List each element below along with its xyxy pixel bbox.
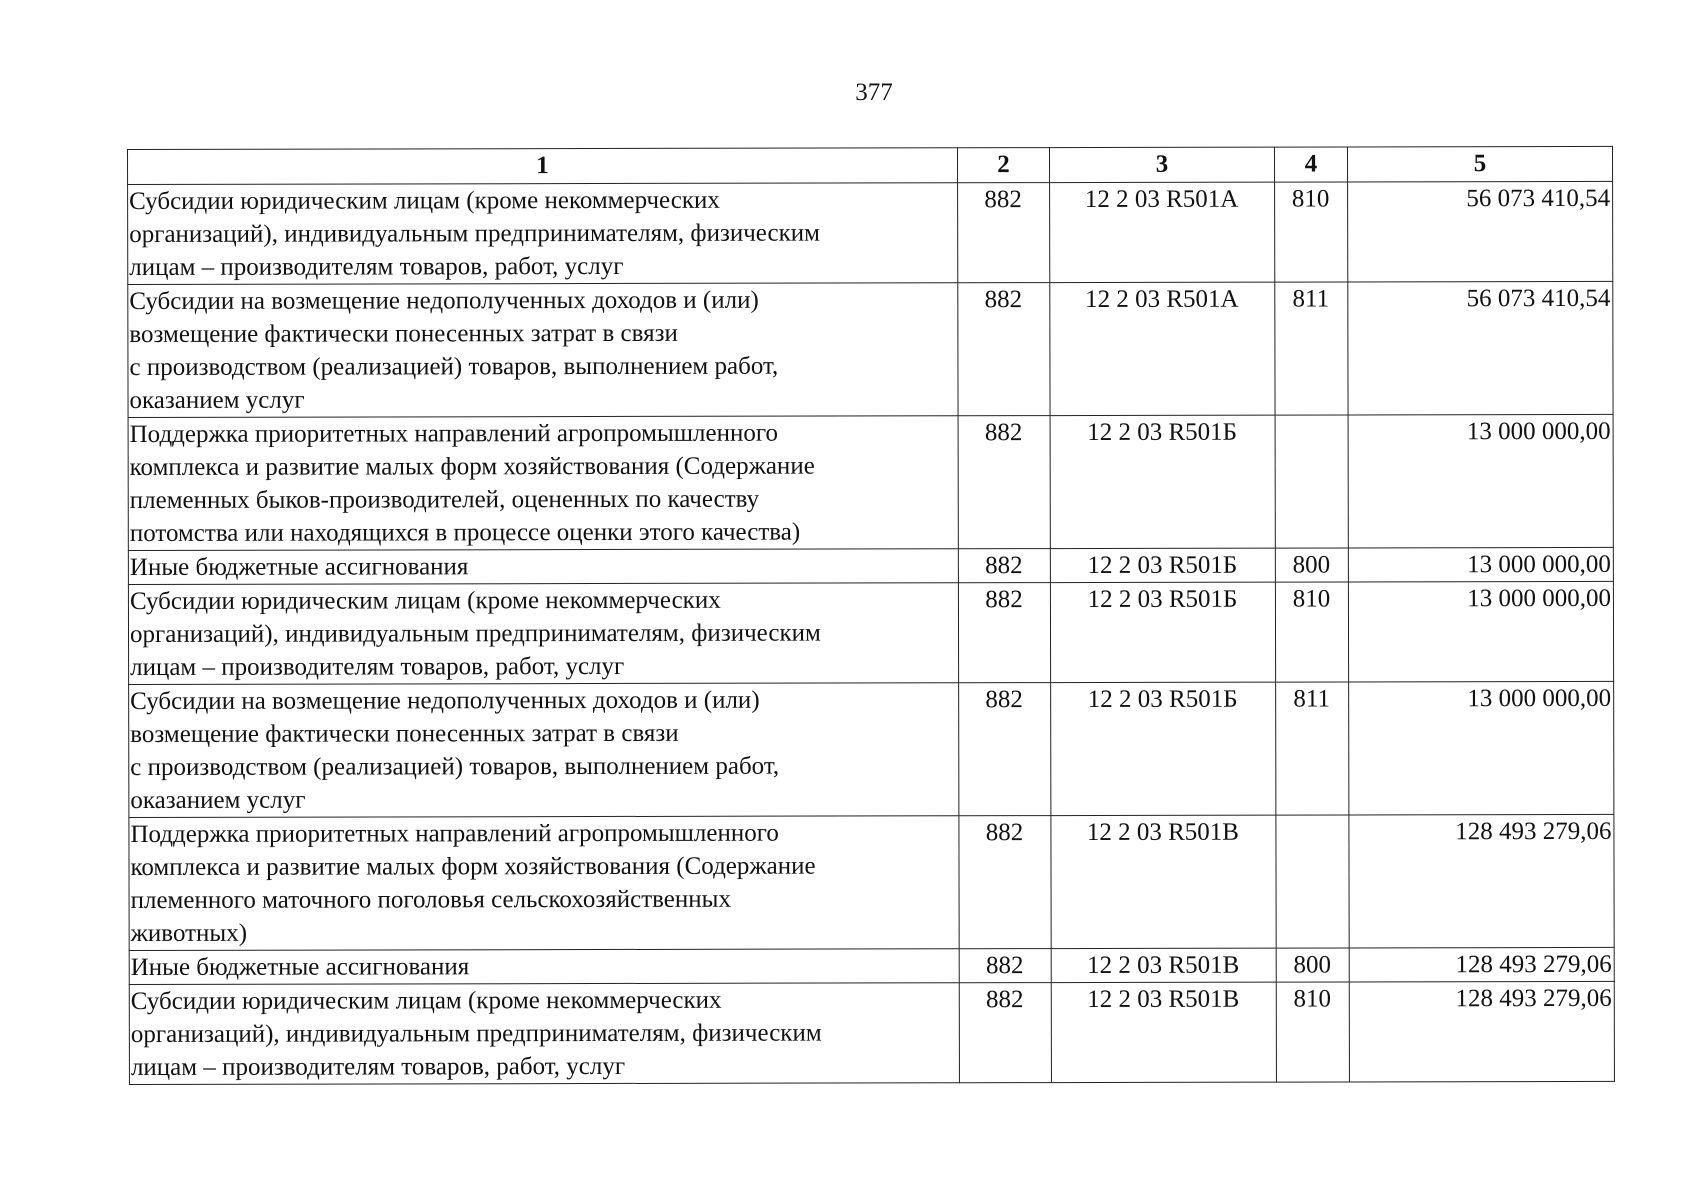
row-admin-code: 882 <box>959 983 1051 1083</box>
row-sum: 13 000 000,00 <box>1348 414 1613 548</box>
row-name: Поддержка приоритетных направлений агропромышленного комплекса и развитие малых форм хозяйствования (Содержание племенных быков-производителей, оцененных по качеству потомства или находящихся в процессе оценки этого качества) <box>128 416 958 551</box>
table-row <box>128 581 1613 684</box>
row-expense-type: 810 <box>1275 582 1348 682</box>
row-sum: 56 073 410,54 <box>1348 181 1613 282</box>
table-row <box>128 281 1613 417</box>
row-sum: 13 000 000,00 <box>1349 681 1614 815</box>
table-row <box>129 814 1614 950</box>
row-name: Поддержка приоритетных направлений агропромышленного комплекса и развитие малых форм хозяйствования (Содержание племенного маточного поголовья сельскохозяйственных животных) <box>129 816 959 951</box>
row-sum: 128 493 279,06 <box>1349 947 1614 982</box>
budget-table <box>127 146 1615 1085</box>
column-header-admin: 2 <box>957 148 1049 183</box>
row-admin-code: 882 <box>959 683 1051 816</box>
row-expense-type: 810 <box>1275 182 1348 282</box>
row-expense-type: 810 <box>1276 982 1349 1082</box>
row-name: Иные бюджетные ассигнования <box>129 949 959 985</box>
row-name: Субсидии юридическим лицам (кроме некоммерческих организаций), индивидуальным предпринимателям, физическим лицам – производителям товаров, работ, услуг <box>128 183 958 285</box>
row-expense-type <box>1276 815 1349 948</box>
row-expense-type: 800 <box>1275 548 1348 582</box>
row-admin-code: 882 <box>958 183 1050 283</box>
table-row <box>128 414 1613 550</box>
row-expense-type: 811 <box>1275 282 1348 415</box>
row-admin-code: 882 <box>958 583 1050 683</box>
row-target-code: 12 2 03 R501Б <box>1050 582 1275 682</box>
row-name: Субсидии на возмещение недополученных доходов и (или) возмещение фактически понесенных затрат в связи с производством (реализацией) товаров, выполнением работ, оказанием услуг <box>128 283 958 418</box>
row-sum: 128 493 279,06 <box>1349 981 1614 1082</box>
row-admin-code: 882 <box>959 816 1051 949</box>
row-admin-code: 882 <box>958 416 1050 549</box>
row-sum: 13 000 000,00 <box>1348 581 1613 682</box>
row-target-code: 12 2 03 R501Б <box>1051 682 1276 815</box>
table-row <box>129 681 1614 817</box>
row-admin-code: 882 <box>959 949 1051 983</box>
row-expense-type <box>1275 415 1348 548</box>
row-name: Субсидии юридическим лицам (кроме некоммерческих организаций), индивидуальным предпринимателям, физическим лицам – производителям товаров, работ, услуг <box>128 583 958 685</box>
row-name: Субсидии юридическим лицам (кроме некоммерческих организаций), индивидуальным предпринимателям, физическим лицам – производителям товаров, работ, услуг <box>129 983 959 1085</box>
row-target-code: 12 2 03 R501B <box>1051 948 1276 982</box>
row-sum: 13 000 000,00 <box>1348 547 1613 582</box>
row-expense-type: 800 <box>1276 948 1349 982</box>
table-row <box>129 981 1614 1084</box>
row-target-code: 12 2 03 R501A <box>1050 282 1275 415</box>
table-row <box>128 181 1613 284</box>
row-target-code: 12 2 03 R501Б <box>1050 415 1275 548</box>
row-admin-code: 882 <box>958 283 1050 416</box>
row-expense-type: 811 <box>1276 682 1349 815</box>
column-header-sum: 5 <box>1347 146 1612 182</box>
row-sum: 128 493 279,06 <box>1349 814 1614 948</box>
row-sum: 56 073 410,54 <box>1348 281 1613 415</box>
column-header-code: 3 <box>1049 147 1274 182</box>
table-row <box>129 947 1614 984</box>
row-target-code: 12 2 03 R501A <box>1050 182 1275 282</box>
column-header-name: 1 <box>128 148 958 185</box>
row-admin-code: 882 <box>958 549 1050 583</box>
page-number: 377 <box>855 79 893 106</box>
row-target-code: 12 2 03 R501Б <box>1050 548 1275 582</box>
row-name: Субсидии на возмещение недополученных доходов и (или) возмещение фактически понесенных затрат в связи с производством (реализацией) товаров, выполнением работ, оказанием услуг <box>129 683 959 818</box>
row-target-code: 12 2 03 R501B <box>1051 815 1276 948</box>
row-target-code: 12 2 03 R501B <box>1051 982 1276 1082</box>
column-header-type: 4 <box>1274 147 1347 182</box>
table-row <box>128 547 1613 584</box>
table-header-row <box>128 146 1613 184</box>
row-name: Иные бюджетные ассигнования <box>128 549 958 585</box>
